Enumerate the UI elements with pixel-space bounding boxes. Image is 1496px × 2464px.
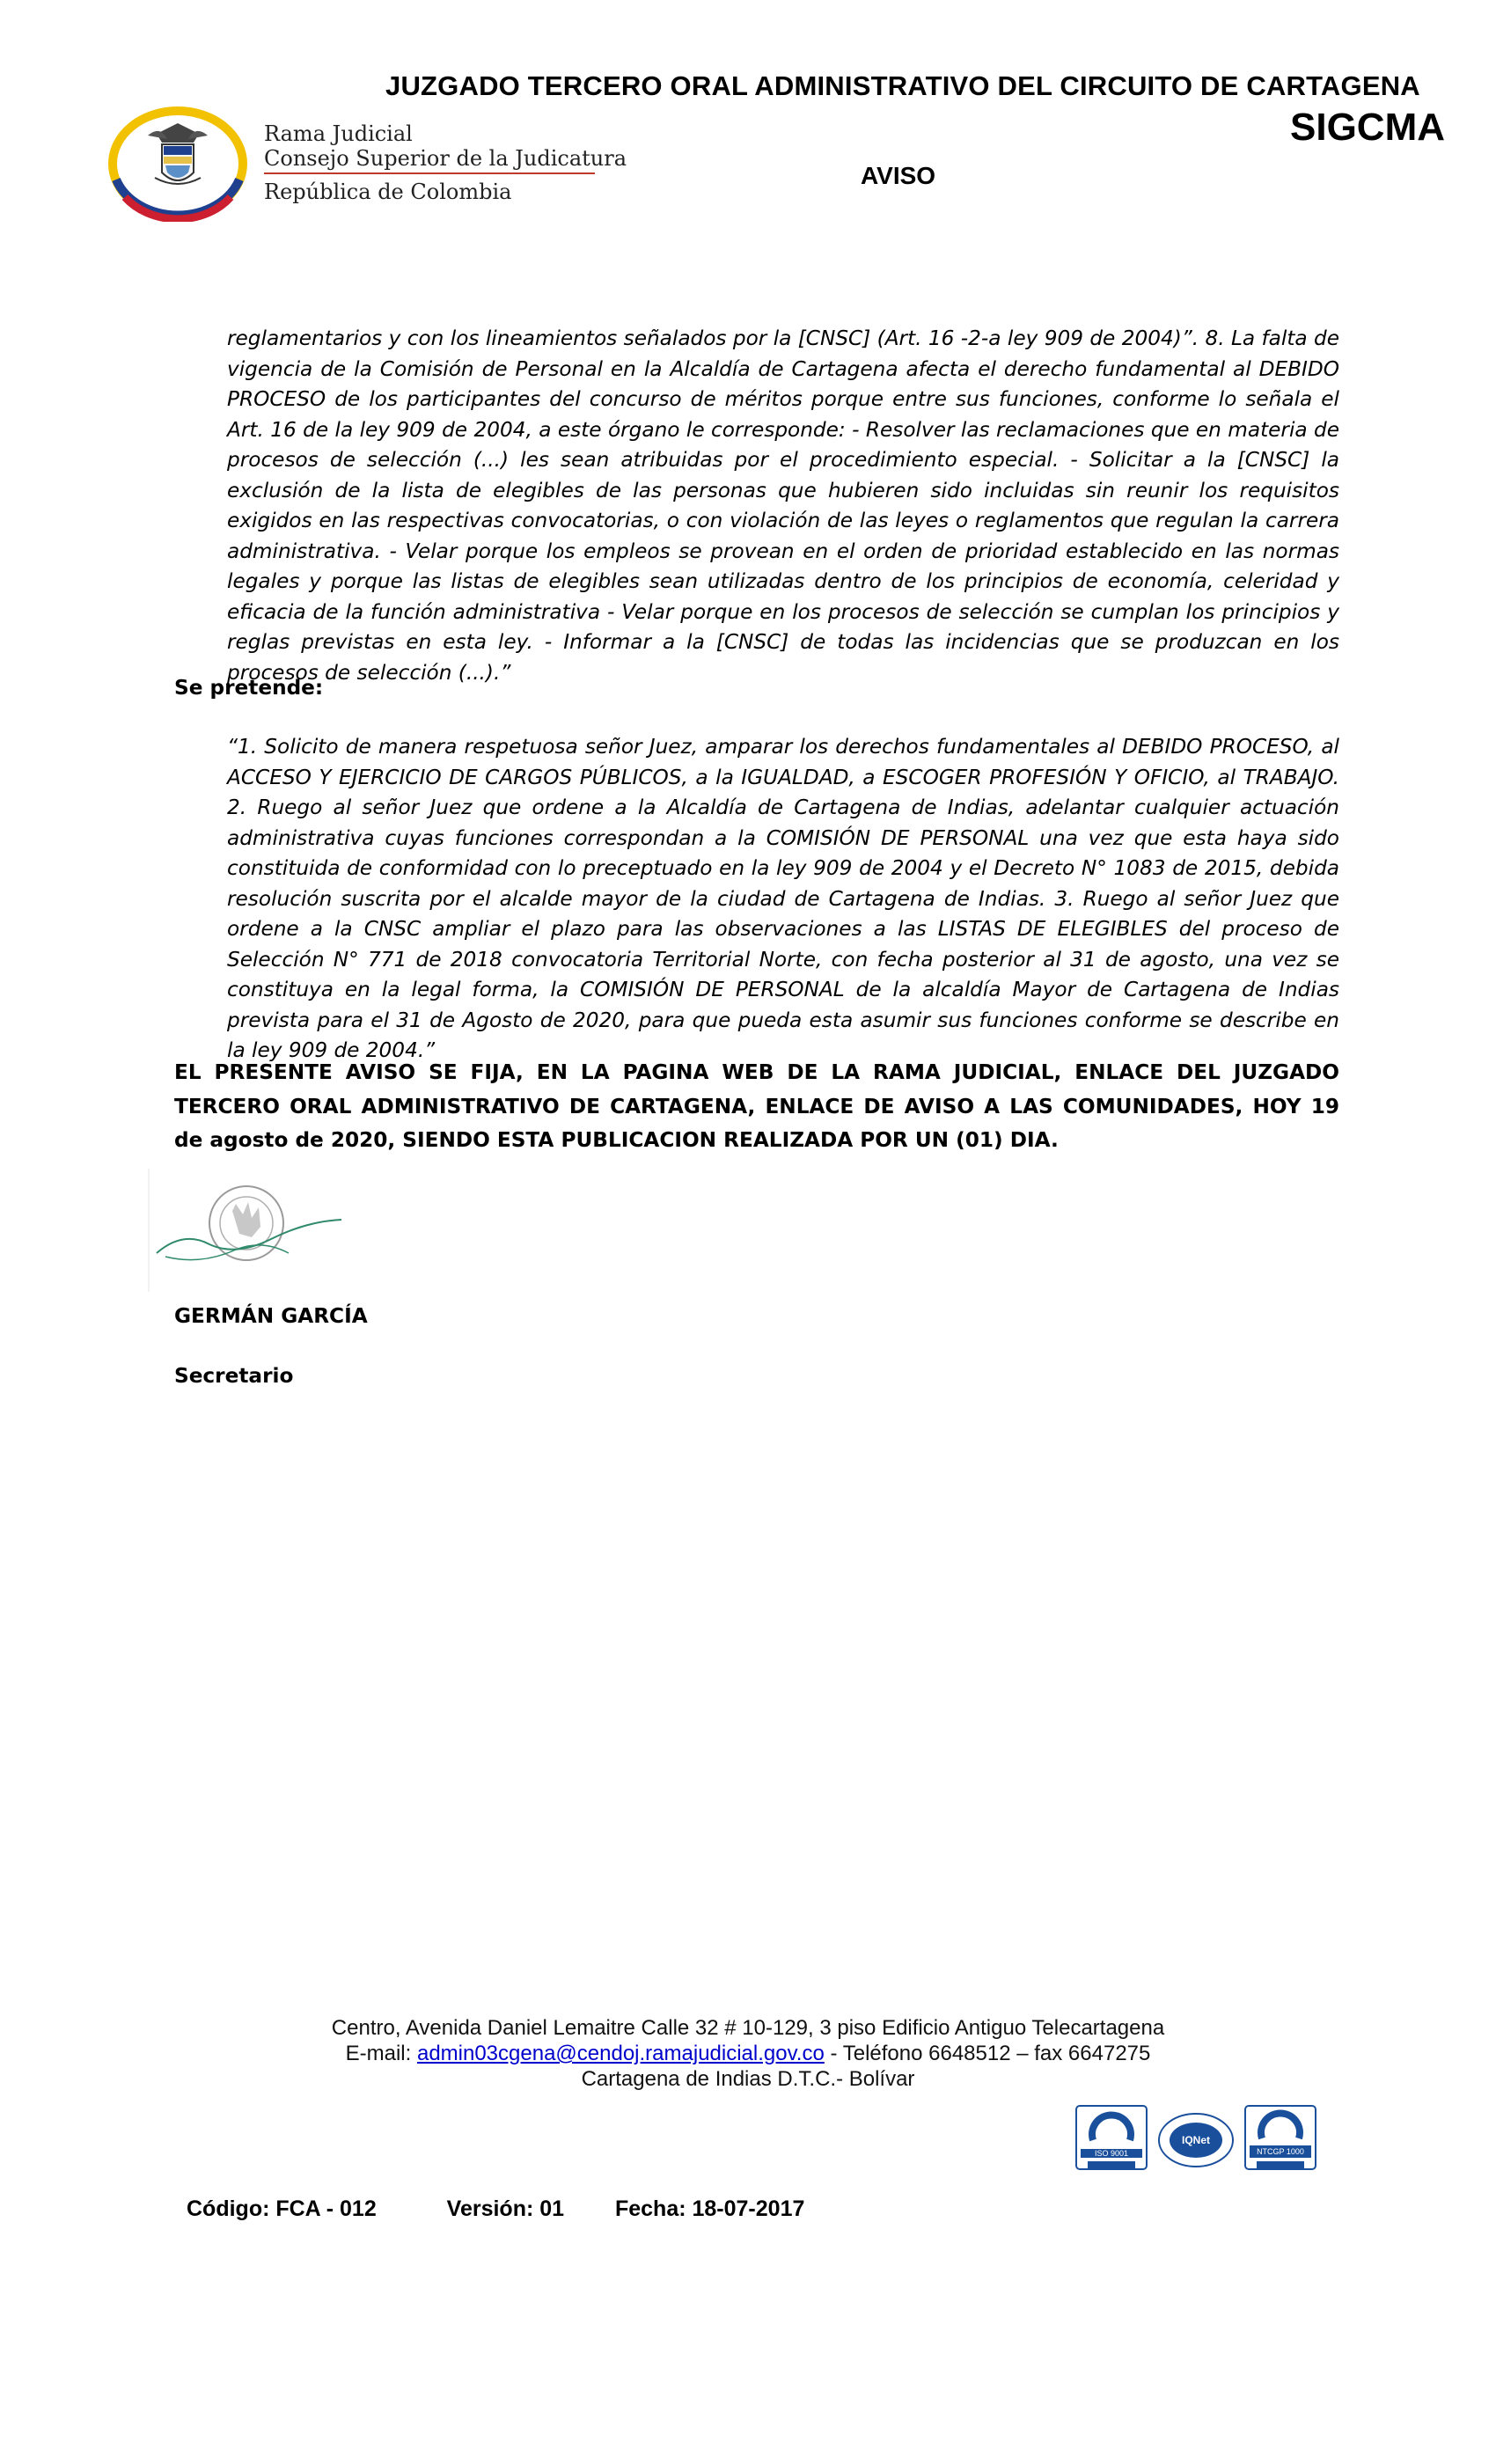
rama-judicial-logo [106,99,627,222]
signer-name: GERMÁN GARCÍA [174,1304,368,1328]
quoted-text-2: “1. Solicito de manera respetuosa señor Juez, amparar los derechos fundamentales al DEBIDO PROCESO, al ACCESO Y EJERCICIO DE CARGOS PÚBLICOS, a la IGUALDAD, a ESCOGER PROFESIÓN Y OFICIO, al TRABAJO. 2. Ruego al señor Juez que ordene a la Alcaldía de Cartagena de Indias, adelantar cualquier actuación administrativa cuyas funciones correspondan a la COMISIÓN DE PERSONAL una vez que esta haya sido constituida de conformidad con lo preceptuado en la ley 909 de 2004 y el Decreto N° 1083 de 2015, debida resolución suscrita por el alcalde mayor de la ciudad de Cartagena de Indias. 3. Ruego al señor Juez que ordene a la CNSC ampliar el plazo para las observaciones a las LISTAS DE ELEGIBLES del proceso de Selección N° 771 de 2018 convocatoria Territorial Norte, con fecha posterior al 31 de agosto, una vez se constituya en la legal forma, la COMISIÓN DE PERSONAL de la alcaldía Mayor de Cartagena de Indias prevista para el 31 de Agosto de 2020, para que pueda esta asumir sus funciones conforme se describe en la ley 909 de 2004.” [227,735,1339,1062]
footer-email-line [0,2041,1496,2066]
signature-stamp-icon [148,1169,359,1301]
ntcgp-1000-icon [1244,2105,1316,2180]
iqnet-icon [1156,2105,1236,2180]
logo-line-1: Rama Judicial [264,121,413,146]
court-name: JUZGADO TERCERO ORAL ADMINISTRATIVO DEL CIRCUITO DE CARTAGENA [385,70,1420,101]
email-link[interactable]: admin03cgena@cendoj.ramajudicial.gov.co [416,2042,825,2065]
email-label: E-mail: [345,2042,417,2065]
logo-line-3: República de Colombia [264,180,512,204]
system-name: SIGCMA [1290,106,1445,149]
document-title: AVISO [861,162,936,189]
footer-contact [0,2015,1496,2092]
form-version: Versión: 01 [446,2196,565,2221]
cert-label: NTCGP 1000 [1257,2147,1304,2156]
cert-label: ISO 9001 [1094,2149,1129,2158]
phone-fax: - Teléfono 6648512 – fax 6647275 [824,2042,1151,2065]
footer-address: Centro, Avenida Daniel Lemaitre Calle 32 # 10-129, 3 piso Edificio Antiguo Telecartagena [331,2016,1165,2040]
section-heading: Se pretende: [174,676,324,700]
quoted-text-1: reglamentarios y con los lineamientos señalados por la [CNSC] (Art. 16 -2-a ley 909 de 2004)”. 8. La falta de vigencia de la Comisión de Personal en la Alcaldía de Cartagena afecta el derecho fundamental al DEBIDO PROCESO de los participantes del concurso de méritos porque entre sus funciones, conforme lo señala el Art. 16 de la ley 909 de 2004, a este órgano le corresponde: - Resolver las reclamaciones que en materia de procesos de selección (...) les sean atribuidas por el procedimiento especial. - Solicitar a la [CNSC] la exclusión de la lista de elegibles de las personas que hubieren sido incluidas sin reunir los requisitos exigidos en las respectivas convocatorias, o con violación de las leyes o reglamentos que regulan la carrera administrativa. - Velar porque los empleos se provean en el orden de prioridad establecido en las normas legales y porque las listas de elegibles sean utilizadas dentro de los principios de economía, celeridad y eficacia de la función administrativa - Velar porque en los procesos de selección se cumplan los principios y reglas previstas en esta ley. - Informar a la [CNSC] de todas las incidencias que se produzcan en los procesos de selección (...).” [227,326,1339,685]
signer-role: Secretario [174,1364,294,1388]
colombia-shield-icon [106,99,255,222]
iso-9001-icon [1075,2105,1148,2180]
footer-city: Cartagena de Indias D.T.C.- Bolívar [581,2067,915,2091]
publication-notice: EL PRESENTE AVISO SE FIJA, EN LA PAGINA WEB DE LA RAMA JUDICIAL, ENLACE DEL JUZGADO TERCERO ORAL ADMINISTRATIVO DE CARTAGENA, ENLACE DE AVISO A LAS COMUNIDADES, HOY 19 de agosto de 2020, SIENDO ESTA PUBLICACION REALIZADA POR UN (01) DIA. [174,1060,1339,1152]
logo-line-2: Consejo Superior de la Judicatura [264,146,627,171]
form-code: Código: FCA - 012 [187,2196,377,2221]
form-date: Fecha: 18-07-2017 [614,2196,805,2221]
cert-label: IQNet [1181,2134,1210,2146]
logo-divider [264,172,595,174]
form-code-line [187,2196,804,2222]
logo-text [264,121,627,204]
